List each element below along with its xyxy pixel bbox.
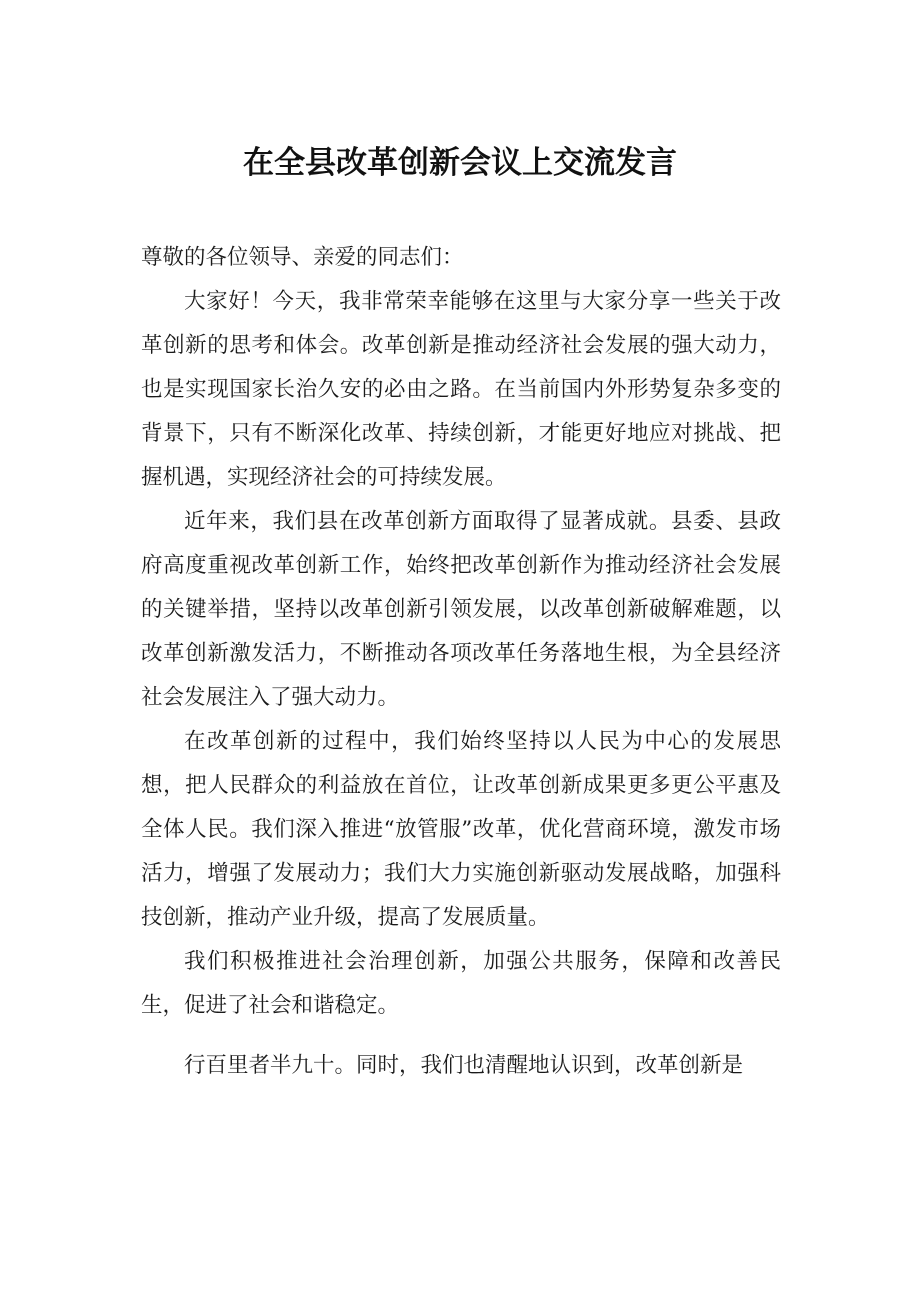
document-title: 在全县改革创新会议上交流发言 <box>243 145 677 181</box>
salutation: 尊敬的各位领导、亲爱的同志们： <box>141 245 464 270</box>
paragraph-awareness: 行百里者半九十。同时，我们也清醒地认识到，改革创新是 <box>184 1053 744 1078</box>
paragraph-greeting: 大家好！今天，我非常荣幸能够在这里与大家分享一些关于改革创新的思考和体会。改革创新是推动经济社会发展的强大动力，也是实现国家长治久安的必由之路。在当前国内外形势复杂多变的背景下，只有不断深化改革、持续创新，才能更好地应对挑战、把握机遇，实现经济社会的可持续发展。 <box>141 289 781 490</box>
paragraph-social-governance: 我们积极推进社会治理创新，加强公共服务，保障和改善民生，促进了社会和谐稳定。 <box>141 949 781 1018</box>
document-body <box>141 236 781 1088</box>
paragraph-achievements: 近年来，我们县在改革创新方面取得了显著成就。县委、县政府高度重视改革创新工作，始终把改革创新作为推动经济社会发展的关键举措，坚持以改革创新引领发展，以改革创新破解难题，以改革创新激发活力，不断推动各项改革任务落地生根，为全县经济社会发展注入了强大动力。 <box>141 509 781 710</box>
paragraph-people-centered: 在改革创新的过程中，我们始终坚持以人民为中心的发展思想，把人民群众的利益放在首位，让改革创新成果更多更公平惠及全体人民。我们深入推进“放管服”改革，优化营商环境，激发市场活力，增强了发展动力；我们大力实施创新驱动发展战略，加强科技创新，推动产业升级，提高了发展质量。 <box>141 729 781 930</box>
